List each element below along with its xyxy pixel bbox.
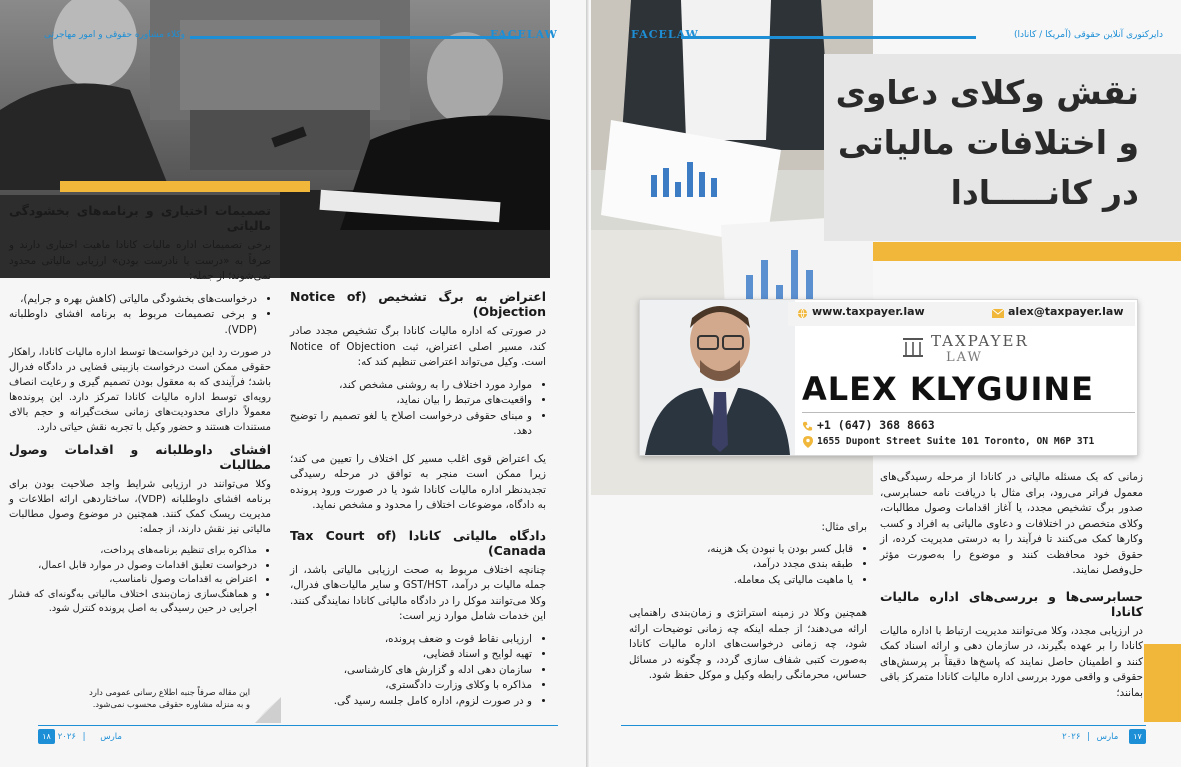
bullet-list bbox=[9, 544, 271, 617]
yellow-accent-block bbox=[1144, 644, 1181, 722]
bullet-list bbox=[290, 378, 546, 440]
list-item: • اعتراض به اقدامات وصول نامناسب، bbox=[9, 573, 257, 588]
list-item: • ارزیابی نقاط قوت و ضعف پرونده، bbox=[290, 632, 532, 648]
header-text: دایرکتوری آنلاین حقوقی (آمریکا / کانادا) bbox=[1014, 30, 1163, 40]
disclaimer-line: این مقاله صرفاً جنبه اطلاع رسانی عمومی دارد bbox=[89, 687, 250, 697]
left-page bbox=[0, 0, 589, 767]
yellow-accent-bar bbox=[60, 181, 310, 192]
globe-icon bbox=[797, 308, 808, 319]
lawyer-portrait bbox=[640, 300, 795, 455]
list-item: • تهیه لوایح و اسناد قضایی، bbox=[290, 647, 532, 663]
list-item: • طبقه بندی مجدد درآمد، bbox=[629, 557, 853, 573]
business-card bbox=[639, 299, 1138, 456]
paragraph: همچنین وکلا در زمینه استراتژی و زمان‌بندی راهنمایی ارائه می‌دهند؛ از جمله اینکه چه زمانی توضیحات ارائه شود، چه زمانی درخواست‌های اداره مالیات کانادا به‌صورت کتبی شفاف سازی گردد، و چگونه در مسائل حساس، محرمانگی رابطه وکیل و موکل حفظ شود. bbox=[629, 607, 867, 681]
list-item: • موارد مورد اختلاف را به روشنی مشخص کند، bbox=[290, 378, 532, 394]
list-item: • یا ماهیت مالیاتی یک معامله. bbox=[629, 573, 853, 589]
footer-year: ۲۰۲۶ bbox=[1062, 732, 1081, 742]
paragraph: زمانی که یک مسئله مالیاتی در کانادا از مرحله رسیدگی‌های معمول فراتر می‌رود، برای مثال با دریافت نامه حسابرسی، صدور برگ تشخیص مجدد، یا آغاز اقدامات وصول مطالبات، وکلای متخصص در اختلافات و دعاوی مالیاتی به افراد و کسب وکارها کمک می‌کنند تا فرآیند را به درستی مدیریت کرده، از حقوق خود محافظت کنند و موضوع را به‌صورت مؤثر حل‌وفصل نمایند. bbox=[880, 471, 1143, 576]
brand-logo: FACELAW bbox=[631, 28, 699, 41]
logo-subtitle: LAW bbox=[946, 350, 983, 365]
brand-logo: FACELAW bbox=[490, 28, 558, 41]
disclaimer bbox=[60, 686, 250, 710]
logo-wordmark: TAXPAYER bbox=[931, 332, 1029, 350]
paragraph: در صورت رد این درخواست‌ها توسط اداره مالیات کانادا، راهکار حقوقی ممکن است درخواست بازبینی قضایی در دادگاه فدرال باشد؛ فرآیندی که به معقول بودن تصمیم گیری و رعایت انصاف رویه‌ای توسط اداره مالیات کانادا تمرکز دارد. این پرونده‌ها معمولاً دارای محدودیت‌های زمانی سخت‌گیرانه و حجم بالای مستندات هستند و حضور وکیل با تجربه نقش حیاتی دارد. bbox=[9, 347, 271, 433]
heading-tax-court: دادگاه مالیاتی کانادا (Tax Court of Canada) bbox=[290, 527, 546, 558]
right-page bbox=[591, 0, 1181, 767]
left-page-column-left bbox=[290, 289, 546, 716]
header-line bbox=[681, 36, 976, 39]
list-item: • و مبنای حقوقی درخواست اصلاح یا لغو تصمیم را توضیح دهد. bbox=[290, 409, 532, 440]
envelope-icon bbox=[992, 309, 1004, 318]
bullet-list bbox=[629, 542, 867, 589]
list-item: • و در صورت لزوم، اداره کامل جلسه رسید گی. bbox=[290, 694, 532, 710]
right-page-column-right bbox=[880, 470, 1143, 708]
paragraph: در صورتی که اداره مالیات کانادا برگ تشخیص مجدد صادر کند، مسیر اصلی اعتراض، ثبت Notice of Objection است. وکیل می‌تواند اعتراضی تنظیم کند که: bbox=[290, 325, 546, 368]
paragraph: برخی تصمیمات اداره مالیات کانادا ماهیت اختیاری دارند و صرفاً به «درست یا نادرست بودن» ارزیابی مالیاتی محدود نمی‌شوند؛ از جمله: bbox=[9, 239, 271, 282]
lawyer-name: ALEX KLYGUINE bbox=[802, 370, 1094, 408]
heading-audits: حسابرسی‌ها و بررسی‌های اداره مالیات کانادا bbox=[880, 588, 1143, 619]
office-address: 1655 Dupont Street Suite 101 Toronto, ON M6P 3T1 bbox=[817, 436, 1095, 447]
page-number: ۱۷ bbox=[1129, 729, 1146, 744]
footer-month: مارس bbox=[100, 732, 122, 742]
list-item: • واقعیت‌های مرتبط را بیان نماید، bbox=[290, 393, 532, 409]
paragraph: چنانچه اختلاف مربوط به صحت ارزیابی مالیاتی باشد، از جمله مالیات بر درآمد، GST/HST و سایر مالیات‌های فدرال، وکلا می‌توانند موکل را در دادگاه مالیاتی کانادا نمایندگی کنند. این خدمات شامل موارد زیر است: bbox=[290, 563, 547, 622]
phone-number[interactable]: +1 (647) 368 8663 bbox=[817, 418, 935, 432]
paragraph: وکلا می‌توانند در ارزیابی شرایط واجد صلاحیت بودن برای برنامه افشای داوطلبانه (VDP)، ساختاردهی ارائه اطلاعات و مدیریت ریسک کمک کنند. همچنین در موضوع وصول مطالبات مالیاتی نیز نقش دارند، از جمله: bbox=[9, 479, 271, 535]
location-pin-icon bbox=[803, 436, 813, 448]
left-footer: ۱۸ مارس | ۲۰۲۶ bbox=[38, 729, 558, 749]
title-line: نقش وکلای دعاوی bbox=[835, 73, 1139, 112]
title-line: و اختلافات مالیاتی bbox=[837, 123, 1139, 162]
name-underline bbox=[802, 412, 1135, 413]
website-link[interactable]: www.taxpayer.law bbox=[812, 305, 925, 318]
list-item: • سازمان دهی ادله و گزارش های کارشناسی، bbox=[290, 663, 532, 679]
left-page-column-right bbox=[9, 203, 271, 624]
paragraph: در ارزیابی مجدد، وکلا می‌توانند مدیریت ارتباط با اداره مالیات کانادا را بر عهده بگیرند، در سازمان دهی و ارائه اسناد کمک کنند و اطمینان حاصل نمایند که پاسخ‌ها دقیقاً بر پرسش‌های حقوقی و واقعی مورد بررسی اداره مالیات کانادا متمرکز باقی بمانند؛ bbox=[880, 624, 1143, 699]
list-item: • و برخی تصمیمات مربوط به برنامه افشای داوطلبانه (VDP). bbox=[9, 307, 257, 338]
list-item: • و هماهنگ‌سازی زمان‌بندی اختلاف مالیاتی به‌گونه‌ای که فشار اجرایی در حین رسیدگی به اصل پرونده کنترل شود. bbox=[9, 588, 257, 617]
footer-month: مارس bbox=[1096, 732, 1119, 742]
page-number: ۱۸ bbox=[38, 729, 55, 744]
footer-year: ۲۰۲۶ bbox=[57, 732, 76, 742]
list-item: • قابل کسر بودن یا نبودن یک هزینه، bbox=[629, 542, 853, 558]
bullet-list bbox=[9, 292, 271, 339]
page-curl-icon bbox=[255, 697, 281, 723]
bullet-list bbox=[290, 632, 546, 710]
yellow-accent-bar bbox=[873, 242, 1181, 261]
header-text: وکلاء مشاوره حقوقی و امور مهاجرتی bbox=[43, 30, 185, 40]
heading-discretionary: تصمیمات اختیاری و برنامه‌های بخشودگی مالیاتی bbox=[9, 203, 271, 233]
paragraph-intro: برای مثال: bbox=[821, 521, 867, 533]
pillars-logo-icon bbox=[902, 336, 924, 358]
list-item: • درخواست‌های بخشودگی مالیاتی (کاهش بهره و جرایم)، bbox=[9, 292, 257, 308]
heading-objection: اعتراض به برگ تشخیص (Notice of Objection) bbox=[290, 289, 547, 319]
header-line bbox=[190, 36, 520, 39]
right-page-column-left bbox=[629, 520, 867, 691]
article-title bbox=[831, 68, 1139, 218]
list-item: • درخواست تعلیق اقدامات وصول در موارد قابل اعمال، bbox=[9, 559, 257, 574]
heading-voluntary-disclosure: افشای داوطلبانه و اقدامات وصول مطالبات bbox=[9, 442, 271, 472]
list-item: • مذاکره برای تنظیم برنامه‌های پرداخت، bbox=[9, 544, 257, 559]
title-line: در کانـــــادا bbox=[950, 173, 1139, 212]
email-link[interactable]: alex@taxpayer.law bbox=[1008, 305, 1124, 318]
phone-icon bbox=[802, 421, 813, 432]
list-item: • مذاکره با وکلای وزارت دادگستری، bbox=[290, 678, 532, 694]
paragraph: یک اعتراض قوی اغلب مسیر کل اختلاف را تعیین می کند؛ زیرا ممکن است منجر به توافق در مرحله رسیدگی تجدیدنظر اداره مالیات کانادا شود یا در صورت ورود پرونده به دادگاه، موضوعات اختلاف را محدود و مشخص نماید. bbox=[290, 452, 546, 511]
right-footer: ۲۰۲۶ | مارس ۱۷ bbox=[621, 729, 1146, 749]
disclaimer-line: و به منزله مشاوره حقوقی محسوب نمی‌شود. bbox=[92, 699, 250, 709]
